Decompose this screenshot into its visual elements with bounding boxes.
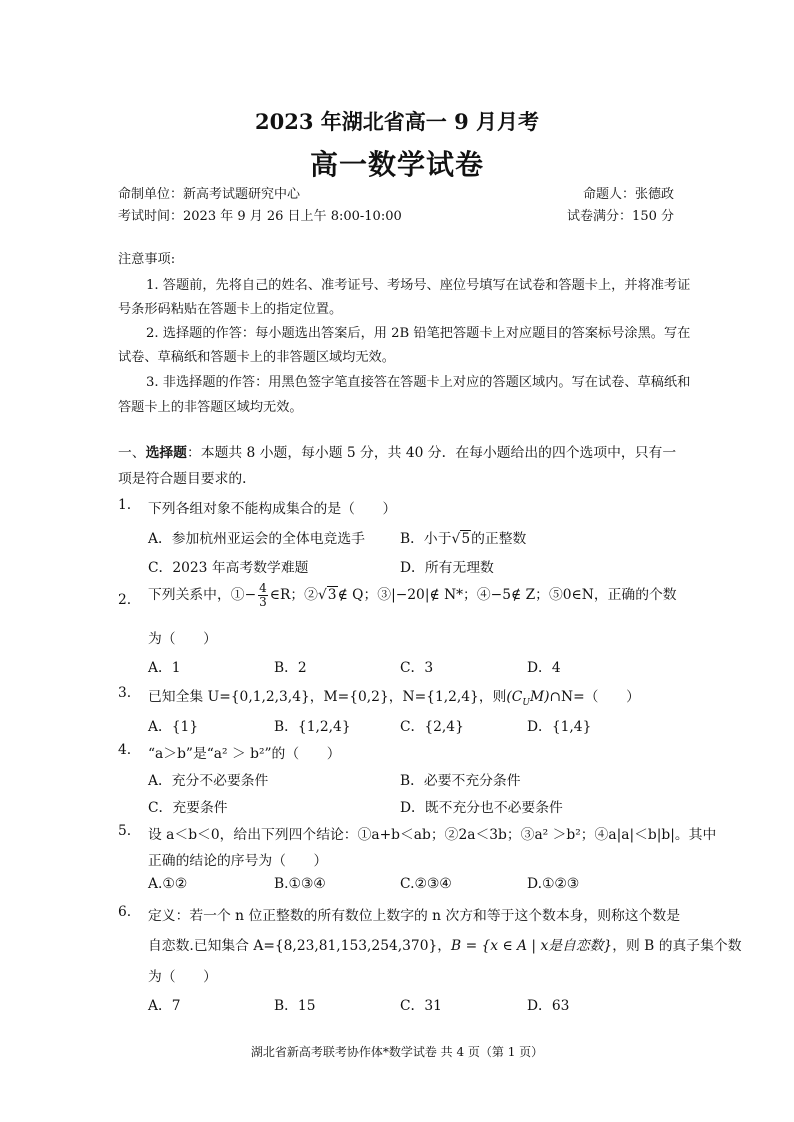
q4-option-c: C．充要条件 (148, 800, 228, 816)
q5-option-b: B.①③④ (274, 876, 326, 892)
q5-option-d: D.①②③ (527, 876, 580, 892)
q3-expr-sub: U (522, 697, 530, 708)
notice-item-2: 2. 选择题的作答：每小题选出答案后，用 2B 铅笔把答题卡上对应题目的答案标号涂黑。写在 (146, 326, 691, 341)
q2-radicand: 3 (327, 587, 337, 603)
q1-option-b-post: 的正整数 (471, 531, 527, 547)
q6-stem-end: 为（ ） (148, 969, 217, 985)
q6-stem-a: 自恋数.已知集合 A={8,23,81,153,254,370}， (148, 938, 452, 954)
section-desc-cont: 项是符合题目要求的． (118, 471, 256, 487)
q3-option-a: A．{1} (148, 719, 199, 735)
q4-option-d: D．既不充分也不必要条件 (400, 800, 563, 816)
q1-option-b-pre: B．小于 (400, 531, 452, 547)
notice-item-3-cont: 答题卡上的非答题区域均无效。 (118, 400, 303, 415)
q2-stem-a: 下列关系中，①− (148, 587, 257, 603)
q3-option-d: D．{1,4} (527, 719, 592, 735)
q3-stem (148, 685, 640, 708)
q1-option-b (400, 527, 526, 547)
q1-sqrt: √5 (451, 531, 471, 547)
paper-subtitle: 高一数学试卷 (309, 148, 484, 181)
q6-option-c: C．31 (400, 998, 442, 1014)
q4-number: 4. (118, 742, 132, 758)
q2-sqrt: √3 (317, 587, 337, 603)
section-heading (118, 441, 676, 461)
q2-fraction-numerator: 4 (259, 581, 267, 595)
q6-option-a: A．7 (148, 998, 181, 1014)
section-name: 选择题 (145, 445, 187, 461)
q3-stem-b: ∩N=（ ） (549, 689, 640, 705)
q2-option-d: D．4 (527, 660, 561, 676)
q3-number: 3. (118, 685, 132, 701)
section-desc: ：本题共 8 小题，每小题 5 分，共 40 分．在每小题给出的四个选项中，只有一 (186, 445, 677, 461)
author-label: 命题人：张德政 (582, 187, 674, 202)
q2-stem-c: ∉ Q；③|−20|∉ N*；④−5∉ Z；⑤0∈N，正确的个数 (337, 587, 677, 603)
q1-stem: 下列各组对象不能构成集合的是（ ） (148, 501, 397, 517)
q6-stem: 定义：若一个 n 位正整数的所有数位上数字的 n 次方和等于这个数本身，则称这个数是 (148, 908, 680, 924)
q2-option-c: C．3 (400, 660, 434, 676)
q1-option-d: D．所有无理数 (400, 560, 494, 576)
notice-item-3: 3. 非选择题的作答：用黑色签字笔直接答在答题卡上对应的答题区域内。写在试卷、草稿纸和 (146, 375, 691, 390)
q6-set-b: B = {x ∈ A | x是自恋数} (451, 938, 613, 954)
q2-stem-cont: 为（ ） (148, 631, 217, 647)
q1-option-a: A．参加杭州亚运会的全体电竞选手 (148, 531, 365, 547)
q2-number: 2. (118, 592, 132, 608)
q4-stem: “a＞b”是“a² ＞ b²”的（ ） (148, 746, 341, 762)
q6-stem-cont (148, 934, 742, 954)
q2-fraction-denominator: 3 (259, 595, 267, 609)
q2-option-b: B．2 (274, 660, 307, 676)
unit-label: 命制单位：新高考试题研究中心 (118, 187, 301, 202)
q4-option-a: A．充分不必要条件 (148, 773, 269, 789)
q2-option-a: A．1 (148, 660, 181, 676)
q3-stem-a: 已知全集 U={0,1,2,3,4}，M={0,2}，N={1,2,4}，则 (148, 689, 507, 705)
q5-option-a: A.①② (148, 876, 188, 892)
page-footer: 湖北省新高考联考协作体*数学试卷 共 4 页（第 1 页） (250, 1045, 544, 1059)
time-label: 考试时间：2023 年 9 月 26 日上午 8:00-10:00 (118, 209, 402, 224)
q6-option-d: D．63 (527, 998, 570, 1014)
q1-option-c: C．2023 年高考数学难题 (148, 560, 309, 576)
q2-stem (148, 582, 677, 609)
notice-heading: 注意事项: (118, 252, 176, 267)
q5-option-c: C.②③④ (400, 876, 452, 892)
q2-stem-b: ∈R；② (269, 587, 318, 603)
q5-stem-cont: 正确的结论的序号为（ ） (148, 853, 328, 869)
q3-option-c: C．{2,4} (400, 719, 464, 735)
q4-option-b: B．必要不充分条件 (400, 773, 521, 789)
q6-stem-b: ，则 B 的真子集个数 (612, 938, 742, 954)
section-prefix: 一、 (118, 445, 146, 461)
notice-item-1: 1. 答题前，先将自己的姓名、准考证号、考场号、座位号填写在试卷和答题卡上，并将准考证 (146, 278, 691, 293)
q3-option-b: B．{1,2,4} (274, 719, 351, 735)
q1-radicand: 5 (461, 531, 471, 547)
q6-option-b: B．15 (274, 998, 316, 1014)
q5-stem: 设 a＜b＜0，给出下列四个结论：①a+b＜ab；②2a＜3b；③a² ＞b²；④a|a|＜b|b|。其中 (148, 827, 717, 843)
q3-expr: $(C_UM)$ (506, 689, 550, 708)
score-label: 试卷满分：150 分 (567, 209, 674, 224)
notice-item-1-cont: 号条形码粘贴在答题卡上的指定位置。 (118, 302, 343, 317)
q2-fraction (258, 582, 268, 609)
q5-number: 5. (118, 823, 132, 839)
q6-number: 6. (118, 904, 132, 920)
q1-number: 1. (118, 497, 132, 513)
exam-title: 2023 年湖北省高一 9 月月考 (255, 109, 539, 134)
notice-item-2-cont: 试卷、草稿纸和答题卡上的非答题区域均无效。 (118, 350, 395, 365)
